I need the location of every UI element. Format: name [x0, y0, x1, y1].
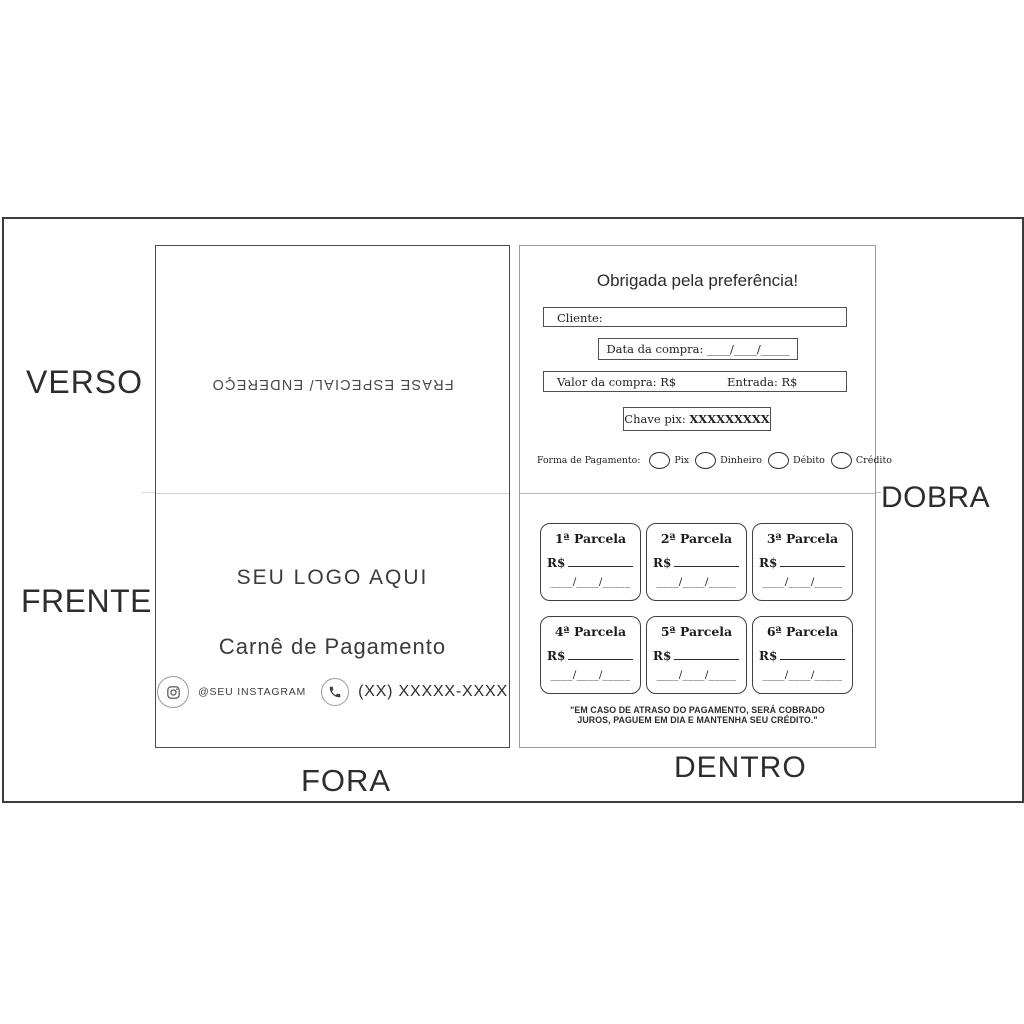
down-payment-label: Entrada: R$	[727, 375, 798, 389]
installment-title: 1ª Parcela	[554, 531, 627, 546]
payment-option-pix	[649, 452, 689, 469]
amount-blank-line	[674, 648, 739, 660]
client-field-label: Cliente:	[557, 311, 603, 325]
payment-method-label: Forma de Pagamento:	[537, 455, 641, 466]
purchase-date-blank: ____/____/_____	[707, 342, 790, 356]
amount-blank-line	[568, 648, 633, 660]
installment-box-5	[646, 616, 747, 694]
installment-title: 4ª Parcela	[554, 624, 627, 639]
checkbox-circle-dinheiro	[695, 452, 716, 469]
currency-label: R$	[653, 649, 672, 663]
label-dentro: DENTRO	[674, 751, 807, 784]
installment-amount-row	[759, 555, 845, 570]
currency-label: R$	[759, 556, 778, 570]
amount-blank-line	[780, 555, 845, 567]
installment-box-4	[540, 616, 641, 694]
fold-line-inside	[520, 493, 875, 494]
purchase-date-label: Data da compra:	[606, 342, 704, 356]
installment-title: 2ª Parcela	[660, 531, 733, 546]
installment-date-blank: ____/____/_____	[656, 576, 737, 588]
label-dobra: DOBRA	[881, 481, 991, 514]
pix-key-label: Chave pix:	[624, 412, 686, 426]
installment-date-blank: ____/____/_____	[550, 576, 631, 588]
logo-placeholder: SEU LOGO AQUI	[236, 566, 429, 589]
whatsapp-icon	[321, 678, 349, 706]
client-field	[543, 307, 847, 327]
late-payment-note	[520, 705, 875, 726]
currency-label: R$	[547, 556, 566, 570]
back-placeholder-text: FRASE ESPECIAL/ ENDEREÇO	[211, 376, 454, 392]
checkbox-circle-debito	[768, 452, 789, 469]
installment-date-blank: ____/____/_____	[762, 669, 843, 681]
installment-amount-row	[547, 555, 633, 570]
payment-option-credito-label: Crédito	[855, 455, 892, 466]
amount-blank-line	[780, 648, 845, 660]
instagram-icon	[157, 676, 189, 708]
instagram-handle: @SEU INSTAGRAM	[198, 686, 307, 698]
payment-option-dinheiro	[695, 452, 762, 469]
installment-amount-row	[759, 648, 845, 663]
note-line-1: "EM CASO DE ATRASO DO PAGAMENTO, SERÁ COBRADO	[570, 705, 825, 715]
outside-card	[155, 245, 510, 748]
booklet-title: Carnê de Pagamento	[218, 634, 447, 659]
payment-option-pix-label: Pix	[674, 455, 690, 466]
currency-label: R$	[547, 649, 566, 663]
installment-date-blank: ____/____/_____	[762, 576, 843, 588]
installment-box-2	[646, 523, 747, 601]
checkbox-circle-pix	[649, 452, 670, 469]
payment-option-debito	[768, 452, 825, 469]
label-verso: VERSO	[26, 364, 144, 400]
payment-method-row	[537, 452, 892, 469]
purchase-value-field	[543, 371, 847, 392]
pix-key-field	[623, 407, 771, 431]
inside-card	[519, 245, 892, 748]
currency-label: R$	[653, 556, 672, 570]
payment-option-credito	[831, 452, 892, 469]
payment-option-debito-label: Débito	[792, 455, 825, 466]
installment-amount-row	[653, 648, 739, 663]
installment-date-blank: ____/____/_____	[656, 669, 737, 681]
installment-date-blank: ____/____/_____	[550, 669, 631, 681]
installment-title: 6ª Parcela	[766, 624, 839, 639]
fold-tick-left	[141, 492, 155, 493]
whatsapp-number: (XX) XXXXX-XXXX	[358, 683, 508, 700]
social-row	[156, 676, 509, 708]
pix-key-value: XXXXXXXXX	[689, 412, 770, 426]
note-line-2: JUROS, PAGUEM EM DIA E MANTENHA SEU CRÉDITO."	[577, 715, 818, 726]
greeting-text: Obrigada pela preferência!	[596, 271, 799, 290]
installment-box-3	[752, 523, 853, 601]
installment-amount-row	[653, 555, 739, 570]
installment-title: 3ª Parcela	[766, 531, 839, 546]
checkbox-circle-credito	[831, 452, 852, 469]
amount-blank-line	[674, 555, 739, 567]
installment-box-6	[752, 616, 853, 694]
label-frente: FRENTE	[21, 583, 152, 619]
purchase-date-field	[598, 338, 798, 360]
fold-line-outside	[156, 493, 509, 494]
payment-option-dinheiro-label: Dinheiro	[720, 455, 762, 466]
currency-label: R$	[759, 649, 778, 663]
installment-amount-row	[547, 648, 633, 663]
installment-title: 5ª Parcela	[660, 624, 733, 639]
installments-grid	[540, 523, 853, 694]
installment-box-1	[540, 523, 641, 601]
label-fora: FORA	[301, 763, 392, 798]
amount-blank-line	[568, 555, 633, 567]
purchase-value-label: Valor da compra: R$	[557, 375, 677, 389]
